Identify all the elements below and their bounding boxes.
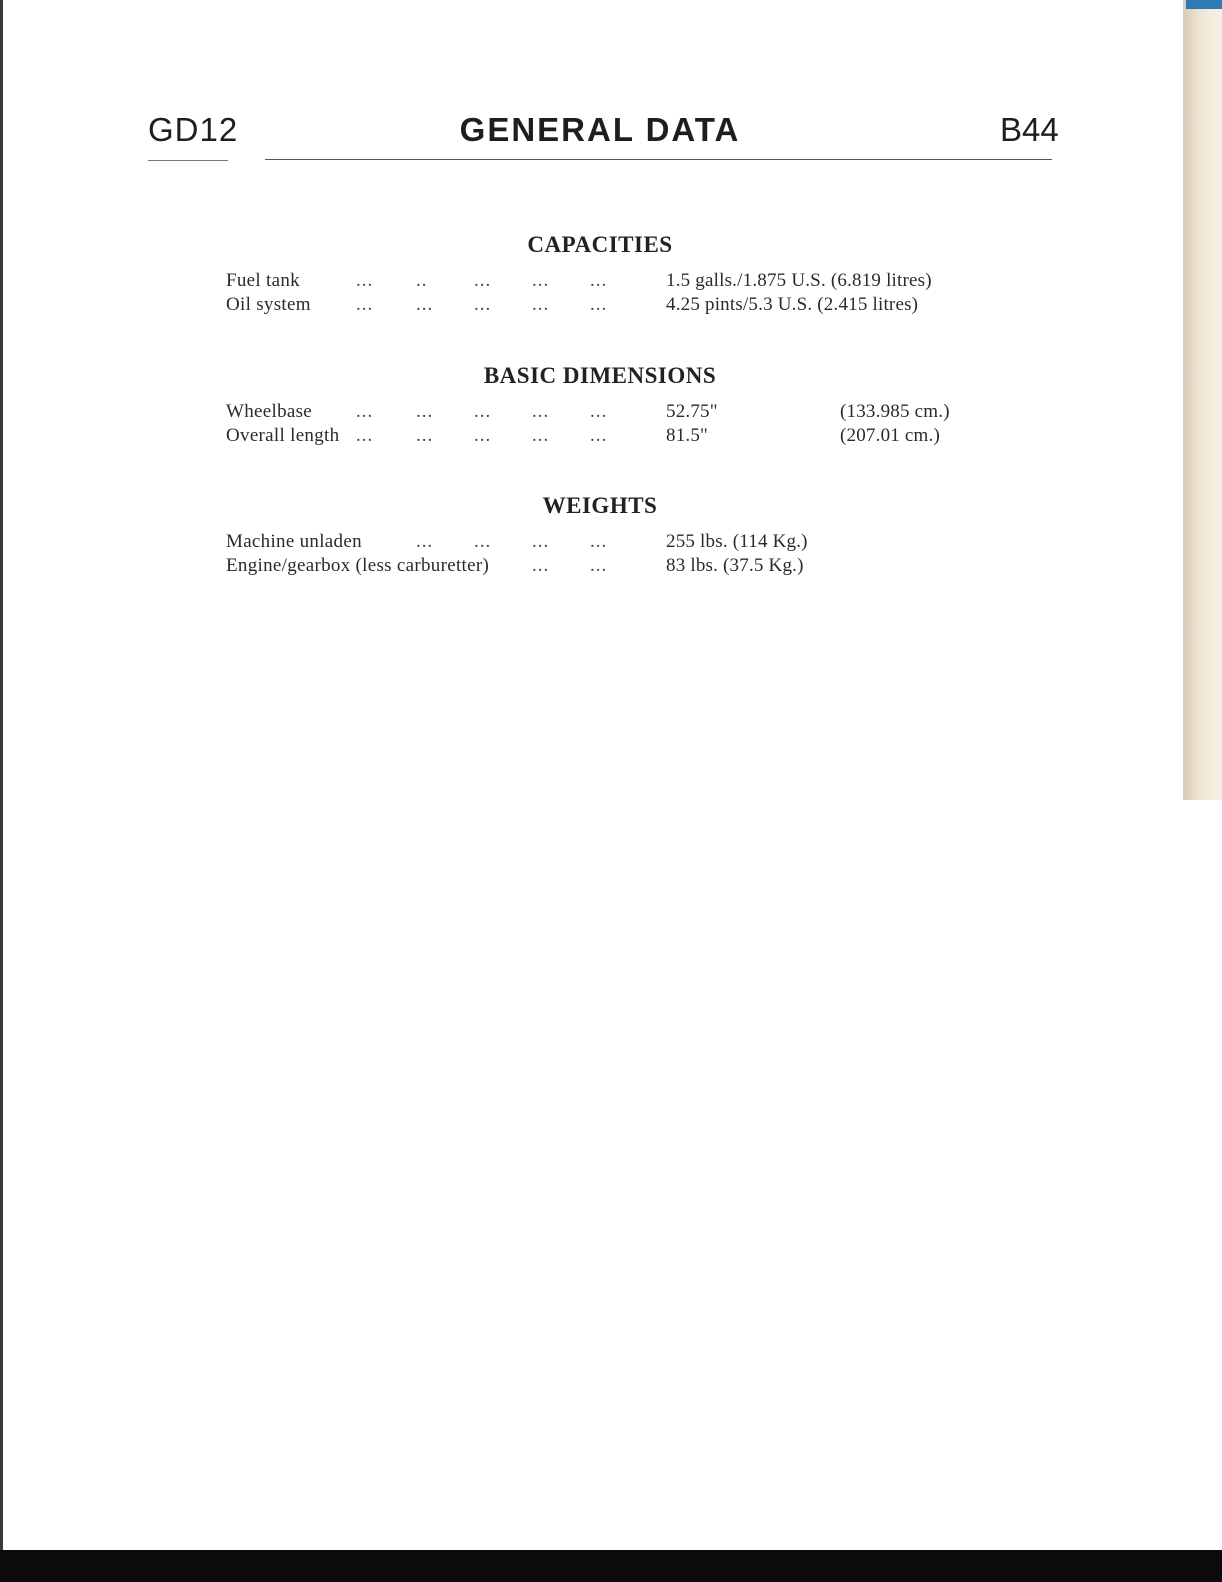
spec-label: Engine/gearbox (less carburetter) bbox=[226, 555, 490, 576]
spec-row-wheelbase bbox=[0, 400, 1222, 424]
leader-dots: ... bbox=[532, 294, 550, 315]
leader-dots: ... bbox=[474, 401, 492, 422]
leader-dots: ... bbox=[356, 294, 374, 315]
header-rule-short bbox=[148, 160, 228, 161]
leader-dots: ... bbox=[590, 270, 608, 291]
spec-metric: (207.01 cm.) bbox=[840, 425, 941, 446]
leader-dots: ... bbox=[532, 555, 550, 576]
leader-dots: ... bbox=[356, 425, 374, 446]
leader-dots: ... bbox=[590, 294, 608, 315]
leader-dots: ... bbox=[474, 294, 492, 315]
leader-dots: ... bbox=[590, 401, 608, 422]
leader-dots: ... bbox=[474, 425, 492, 446]
leader-dots: ... bbox=[416, 425, 434, 446]
spec-value: 81.5" bbox=[666, 425, 709, 446]
spec-label: Machine unladen bbox=[226, 531, 362, 552]
leader-dots: ... bbox=[532, 531, 550, 552]
spec-value: 255 lbs. (114 Kg.) bbox=[666, 531, 808, 552]
model-code: B44 bbox=[1000, 111, 1059, 148]
section-title-dimensions: BASIC DIMENSIONS bbox=[483, 363, 717, 388]
leader-dots: ... bbox=[532, 425, 550, 446]
leader-dots: ... bbox=[416, 294, 434, 315]
spec-metric: (133.985 cm.) bbox=[840, 401, 950, 422]
spec-label: Fuel tank bbox=[226, 270, 300, 291]
section-title-capacities: CAPACITIES bbox=[527, 232, 673, 257]
spec-label: Overall length bbox=[226, 425, 340, 446]
leader-dots: ... bbox=[416, 531, 434, 552]
leader-dots: ... bbox=[590, 425, 608, 446]
page-code: GD12 bbox=[148, 111, 239, 148]
leader-dots: ... bbox=[474, 531, 492, 552]
leader-dots: ... bbox=[474, 270, 492, 291]
spec-value: 1.5 galls./1.875 U.S. (6.819 litres) bbox=[666, 270, 932, 291]
section-title-weights: WEIGHTS bbox=[542, 493, 658, 518]
spec-value: 52.75" bbox=[666, 401, 718, 422]
scan-edge-accent bbox=[1186, 0, 1222, 9]
header-rule bbox=[265, 159, 1052, 160]
page-title: GENERAL DATA bbox=[459, 111, 741, 148]
leader-dots: .. bbox=[416, 270, 428, 291]
spec-row-fuel-tank bbox=[0, 269, 1222, 293]
spec-value: 83 lbs. (37.5 Kg.) bbox=[666, 555, 804, 576]
spec-label: Oil system bbox=[226, 294, 311, 315]
spec-label: Wheelbase bbox=[226, 401, 313, 422]
spec-row-engine-gearbox bbox=[0, 554, 1222, 578]
leader-dots: ... bbox=[416, 401, 434, 422]
spec-row-overall-length bbox=[0, 424, 1222, 448]
leader-dots: ... bbox=[590, 555, 608, 576]
leader-dots: ... bbox=[356, 401, 374, 422]
spec-row-oil-system bbox=[0, 293, 1222, 317]
leader-dots: ... bbox=[532, 401, 550, 422]
spec-value: 4.25 pints/5.3 U.S. (2.415 litres) bbox=[666, 294, 919, 315]
leader-dots: ... bbox=[532, 270, 550, 291]
spec-row-machine-unladen bbox=[0, 530, 1222, 554]
leader-dots: ... bbox=[590, 531, 608, 552]
leader-dots: ... bbox=[356, 270, 374, 291]
scan-bottom-band bbox=[0, 1550, 1222, 1582]
